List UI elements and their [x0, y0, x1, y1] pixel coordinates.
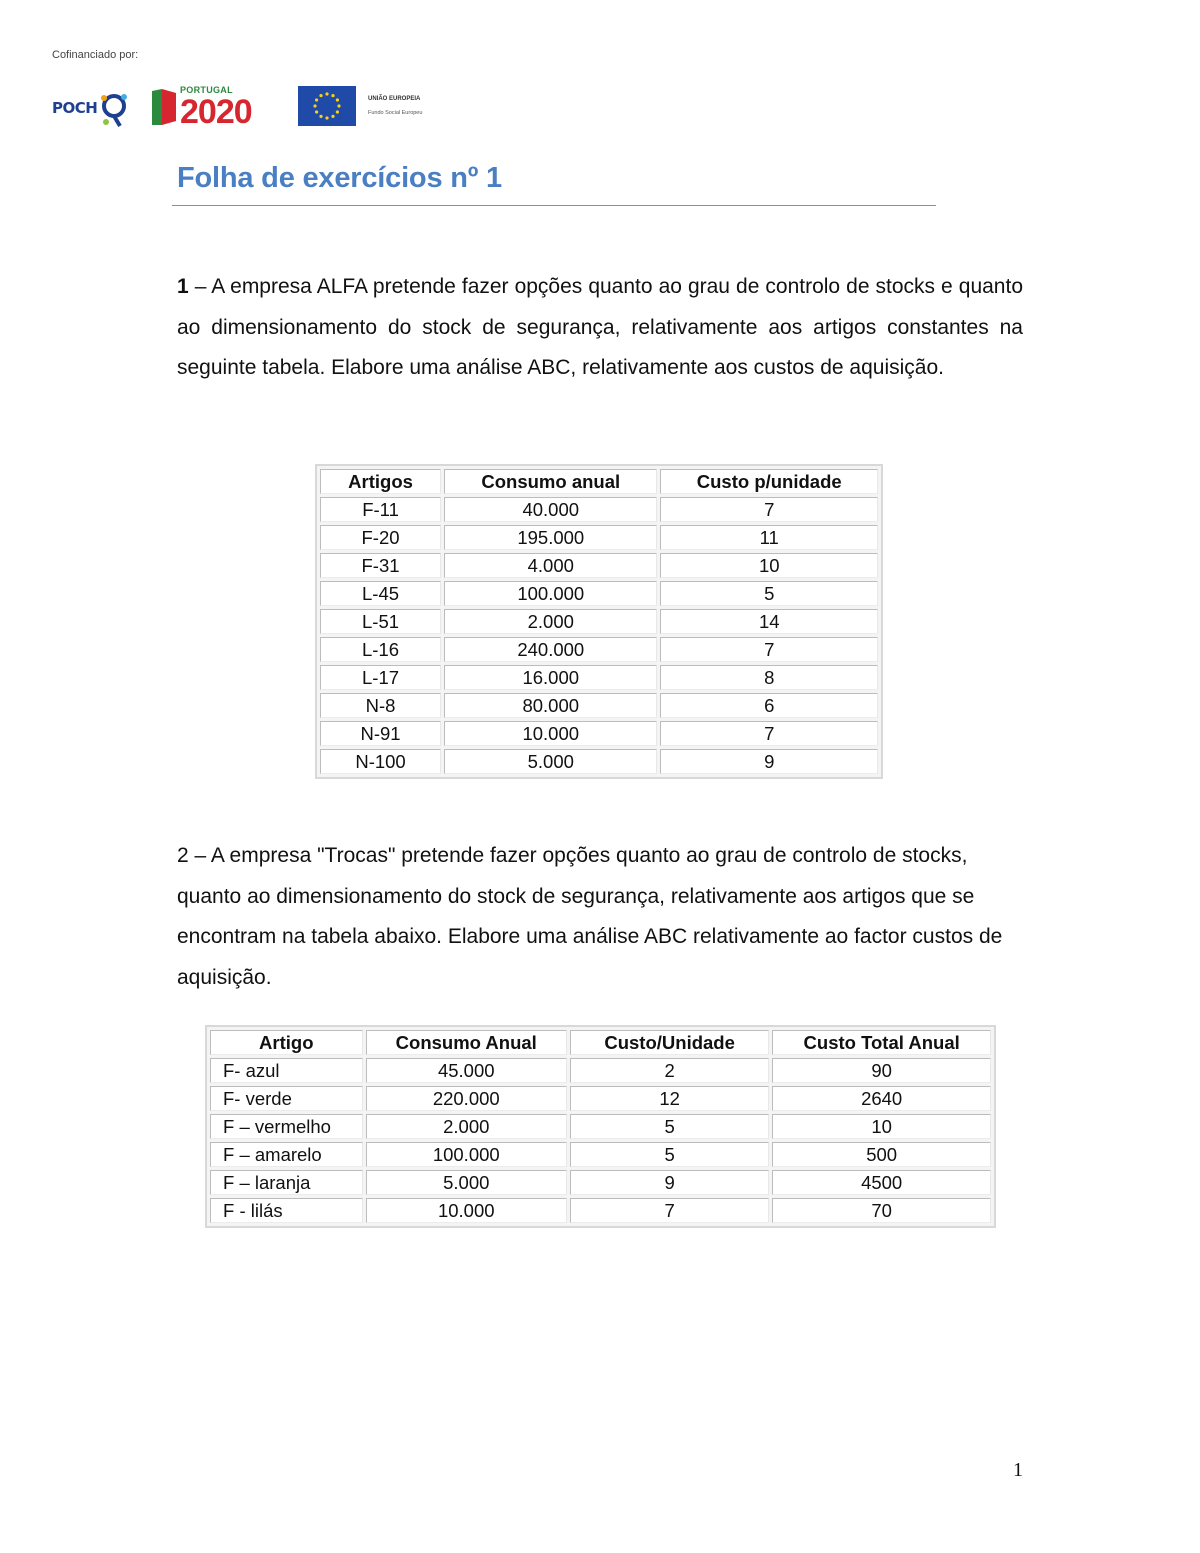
- portugal-year: 2020: [180, 93, 252, 131]
- table-cell: L-17: [320, 665, 441, 690]
- table-cell: F – vermelho: [210, 1114, 363, 1139]
- table-header-row: [210, 1030, 991, 1055]
- table-cell: F – amarelo: [210, 1142, 363, 1167]
- table-cell: 100.000: [366, 1142, 567, 1167]
- cofinanciado-label: Cofinanciado por:: [52, 49, 139, 61]
- table-cell: F – laranja: [210, 1170, 363, 1195]
- table-cell: F - lilás: [210, 1198, 363, 1223]
- table-cell: 100.000: [444, 581, 657, 606]
- table-cell: 7: [660, 497, 878, 522]
- table-cell: N-91: [320, 721, 441, 746]
- table-cell: L-45: [320, 581, 441, 606]
- table-cell: 4.000: [444, 553, 657, 578]
- table-cell: 500: [772, 1142, 991, 1167]
- table-row: [210, 1170, 991, 1195]
- table-cell: 2.000: [444, 609, 657, 634]
- column-header: Consumo Anual: [366, 1030, 567, 1055]
- table-cell: 10.000: [444, 721, 657, 746]
- exercise-2-text: 2 – A empresa "Trocas" pretende fazer opções quanto ao grau de controlo de stocks, quanto ao dimensionamento do stock de segurança, relativamente aos artigos que se encontram na tabela abaixo. Elabore uma análise ABC relativamente ao factor custos de aquisição.: [177, 844, 1003, 990]
- table-cell: F- verde: [210, 1086, 363, 1111]
- table-row: [320, 665, 878, 690]
- eu-logo: [298, 86, 438, 128]
- exercise-2-table: [205, 1025, 996, 1228]
- table-cell: 16.000: [444, 665, 657, 690]
- eu-label: UNIÃO EUROPEIA: [368, 96, 421, 102]
- table-row: [320, 497, 878, 522]
- table-cell: 195.000: [444, 525, 657, 550]
- portugal-2020-logo: [150, 84, 280, 130]
- table-cell: 4500: [772, 1170, 991, 1195]
- table-cell: F-11: [320, 497, 441, 522]
- table-cell: 7: [660, 637, 878, 662]
- poch-emblem-icon: [98, 92, 130, 128]
- table-row: [210, 1086, 991, 1111]
- portugal-label: PORTUGAL: [180, 85, 233, 95]
- page-title: Folha de exercícios nº 1: [177, 162, 502, 194]
- table-cell: 10: [772, 1114, 991, 1139]
- poch-logo-text: POCH: [52, 99, 98, 117]
- table-cell: L-16: [320, 637, 441, 662]
- table-row: [320, 581, 878, 606]
- table-cell: 9: [570, 1170, 769, 1195]
- portugal-flag-icon: [150, 87, 178, 127]
- poch-logo: [52, 90, 130, 130]
- table-cell: 80.000: [444, 693, 657, 718]
- table-cell: 45.000: [366, 1058, 567, 1083]
- table-cell: 14: [660, 609, 878, 634]
- table-cell: L-51: [320, 609, 441, 634]
- column-header: Consumo anual: [444, 469, 657, 494]
- table-row: [210, 1114, 991, 1139]
- table-cell: 5: [570, 1142, 769, 1167]
- table-cell: 40.000: [444, 497, 657, 522]
- table-cell: 10.000: [366, 1198, 567, 1223]
- column-header: Custo/Unidade: [570, 1030, 769, 1055]
- table-cell: 10: [660, 553, 878, 578]
- table-row: [210, 1198, 991, 1223]
- column-header: Artigos: [320, 469, 441, 494]
- table-cell: 12: [570, 1086, 769, 1111]
- table-cell: 5: [570, 1114, 769, 1139]
- table-row: [320, 693, 878, 718]
- table-row: [320, 525, 878, 550]
- exercise-1-body: – A empresa ALFA pretende fazer opções quanto ao grau de controlo de stocks e quanto ao dimensionamento do stock de segurança, relativamente aos artigos constantes na seguinte tabela. Elabore uma análise ABC, relativamente aos custos de aquisição.: [177, 275, 1023, 380]
- table-cell: N-100: [320, 749, 441, 774]
- table-cell: 5.000: [366, 1170, 567, 1195]
- table-header-row: [320, 469, 878, 494]
- exercise-1-number: 1: [177, 275, 189, 298]
- column-header: Artigo: [210, 1030, 363, 1055]
- table-cell: 240.000: [444, 637, 657, 662]
- table-cell: 70: [772, 1198, 991, 1223]
- table-cell: 11: [660, 525, 878, 550]
- table-cell: F- azul: [210, 1058, 363, 1083]
- table-row: [320, 637, 878, 662]
- table-cell: 8: [660, 665, 878, 690]
- table-cell: F-31: [320, 553, 441, 578]
- page-number: 1: [1013, 1459, 1023, 1481]
- table-cell: 7: [660, 721, 878, 746]
- table-cell: F-20: [320, 525, 441, 550]
- table-cell: 5.000: [444, 749, 657, 774]
- table-row: [210, 1142, 991, 1167]
- table-cell: 90: [772, 1058, 991, 1083]
- table-cell: 2: [570, 1058, 769, 1083]
- column-header: Custo p/unidade: [660, 469, 878, 494]
- table-row: [210, 1058, 991, 1083]
- table-cell: 6: [660, 693, 878, 718]
- eu-fund-label: Fundo Social Europeu: [368, 110, 423, 116]
- table-cell: 2640: [772, 1086, 991, 1111]
- table-cell: 2.000: [366, 1114, 567, 1139]
- table-row: [320, 609, 878, 634]
- table-cell: 9: [660, 749, 878, 774]
- table-cell: 5: [660, 581, 878, 606]
- title-divider: [172, 205, 936, 206]
- table-row: [320, 721, 878, 746]
- table-cell: 7: [570, 1198, 769, 1223]
- exercise-1-text: [177, 267, 1023, 389]
- column-header: Custo Total Anual: [772, 1030, 991, 1055]
- exercise-1-table: [315, 464, 883, 779]
- table-row: [320, 749, 878, 774]
- table-row: [320, 553, 878, 578]
- table-cell: 220.000: [366, 1086, 567, 1111]
- table-cell: N-8: [320, 693, 441, 718]
- eu-flag-icon: [298, 86, 356, 126]
